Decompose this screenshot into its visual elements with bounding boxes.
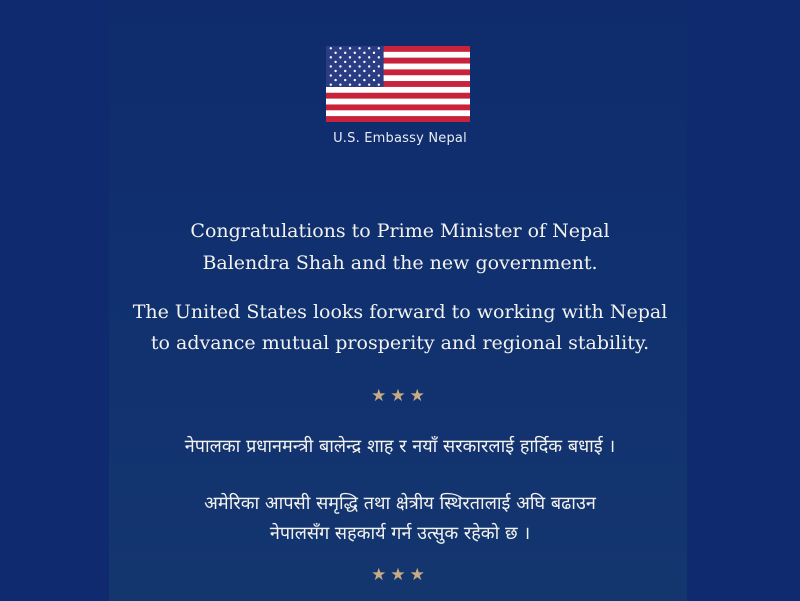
flag-star [330, 47, 332, 49]
nepali-statement-line-2: नेपालसँग सहकार्य गर्न उत्सुक रहेको छ । [269, 523, 531, 544]
flag-star [368, 47, 370, 49]
flag-star [363, 70, 365, 72]
star-divider-top: ★★★ [371, 386, 429, 406]
flag-star [378, 65, 380, 67]
flag-star [363, 52, 365, 54]
flag-star [354, 79, 356, 81]
flag-star [363, 79, 365, 81]
flag-star [339, 65, 341, 67]
flag-star [349, 56, 351, 58]
flag-stripe [326, 110, 470, 116]
nepali-statement-line-1: अमेरिका आपसी समृद्धि तथा क्षेत्रीय स्थिरतालाई अघि बढाउन [204, 493, 596, 514]
flag-star [373, 61, 375, 63]
us-flag-icon [326, 46, 470, 122]
flag-star [368, 74, 370, 76]
flag-star [339, 83, 341, 85]
flag-star [344, 52, 346, 54]
flag-stripe [326, 93, 470, 99]
flag-star [349, 47, 351, 49]
flag-star [358, 74, 360, 76]
congrats-line-1: Congratulations to Prime Minister of Nepal [190, 220, 610, 242]
flag-star [363, 61, 365, 63]
flag-star [349, 65, 351, 67]
flag-star [368, 65, 370, 67]
flag-star [330, 83, 332, 85]
flag-star [339, 56, 341, 58]
flag-star [358, 65, 360, 67]
embassy-name: U.S. Embassy Nepal [333, 131, 467, 146]
flag-star [358, 83, 360, 85]
flag-stripe [326, 116, 470, 122]
flag-stripe [326, 87, 470, 93]
flag-star [330, 56, 332, 58]
flag-star [344, 70, 346, 72]
flag-star [334, 79, 336, 81]
flag-star [378, 83, 380, 85]
flag-star [368, 83, 370, 85]
flag-star [339, 74, 341, 76]
flag-star [358, 56, 360, 58]
flag-star [378, 56, 380, 58]
flag-stripe [326, 99, 470, 105]
flag-star [373, 52, 375, 54]
flag-stripe [326, 104, 470, 110]
star-divider-bottom: ★★★ [371, 565, 429, 585]
flag-star [368, 56, 370, 58]
flag-star [378, 74, 380, 76]
flag-star [344, 61, 346, 63]
flag-star [334, 52, 336, 54]
statement-line-1: The United States looks forward to working with Nepal [132, 301, 668, 323]
flag-star [354, 52, 356, 54]
flag-star [354, 70, 356, 72]
flag-star [349, 83, 351, 85]
flag-star [344, 79, 346, 81]
nepali-congrats-line: नेपालका प्रधानमन्त्री बालेन्द्र शाह र नयाँ सरकारलाई हार्दिक बधाई । [184, 436, 616, 457]
flag-star [349, 74, 351, 76]
flag-star [373, 79, 375, 81]
congrats-line-2: Balendra Shah and the new government. [202, 252, 598, 274]
flag-star [378, 47, 380, 49]
flag-star [330, 65, 332, 67]
flag-star [334, 70, 336, 72]
flag-star [358, 47, 360, 49]
flag-star [334, 61, 336, 63]
flag-star [330, 74, 332, 76]
flag-star [354, 61, 356, 63]
flag-star [339, 47, 341, 49]
flag-star [373, 70, 375, 72]
statement-line-2: to advance mutual prosperity and regional stability. [150, 332, 650, 354]
